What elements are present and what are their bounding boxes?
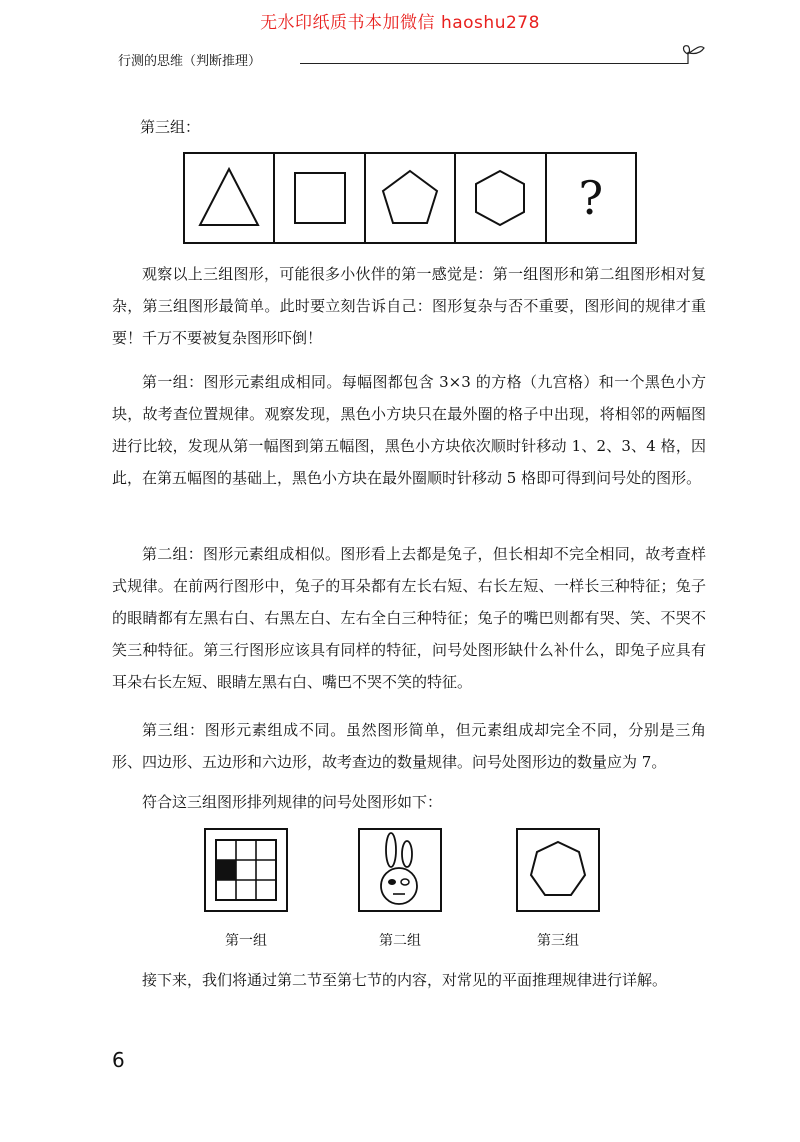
- cell-hexagon: [456, 154, 546, 242]
- paragraph-next: 接下来，我们将通过第二节至第七节的内容，对常见的平面推理规律进行详解。: [142, 971, 668, 989]
- answer-heptagon-figure: [516, 828, 600, 912]
- hexagon-icon: [465, 163, 535, 233]
- caption-group2: 第二组: [379, 933, 421, 949]
- paragraph-group3: 第三组：图形元素组成不同。虽然图形简单，但元素组成却完全不同，分别是三角形、四边形、五边形和六边形，故考查边的数量规律。问号处图形边的数量应为 7。: [112, 721, 706, 771]
- cell-question: [547, 154, 635, 242]
- heptagon-icon: [523, 835, 593, 905]
- page-number: 6: [112, 1048, 125, 1072]
- paragraph-group1: 第一组：图形元素组成相同。每幅图都包含 3×3 的方格（九宫格）和一个黑色小方块，故考查位置规律。观察发现，黑色小方块只在最外圈的格子中出现，将相邻的两幅图进行比较，发现从第一幅图到第五幅图，黑色小方块依次顺时针移动 1、2、3、4 格，因此，在第五幅图的基础上，黑色小方块在最外圈顺时针移动 5 格即可得到问号处的图形。: [112, 373, 706, 487]
- shape-sequence: [183, 152, 637, 244]
- paragraph-answers-intro: 符合这三组图形排列规律的问号处图形如下：: [142, 793, 443, 811]
- header-rule: [300, 63, 688, 64]
- rabbit-icon: [365, 830, 435, 910]
- answer-grid-figure: [204, 828, 288, 912]
- paragraph-intro: 观察以上三组图形，可能很多小伙伴的第一感觉是：第一组图形和第二组图形相对复杂，第三组图形最简单。此时要立刻告诉自己：图形复杂与否不重要，图形间的规律才重要！千万不要被复杂图形吓倒！: [112, 265, 706, 347]
- caption-group3: 第三组: [537, 933, 579, 949]
- section-label: 第三组：: [140, 118, 201, 136]
- cell-square: [275, 154, 365, 242]
- cell-triangle: [185, 154, 275, 242]
- square-icon: [285, 163, 355, 233]
- paragraph-group2: 第二组：图形元素组成相似。图形看上去都是兔子，但长相却不完全相同，故考查样式规律。在前两行图形中，兔子的耳朵都有左长右短、右长左短、一样长三种特征；兔子的眼睛都有左黑右白、右黑左白、左右全白三种特征；兔子的嘴巴则都有哭、笑、不哭不笑三种特征。第三行图形应该具有同样的特征，问号处图形缺什么补什么，即兔子应具有耳朵右长左短、眼睛左黑右白、嘴巴不哭不笑的特征。: [112, 545, 706, 691]
- caption-group1: 第一组: [225, 933, 267, 949]
- running-header: 行测的思维（判断推理）: [118, 54, 262, 69]
- answer-rabbit-figure: [358, 828, 442, 912]
- triangle-icon: [194, 163, 264, 233]
- leaf-icon: [680, 38, 710, 68]
- answer-figures: [200, 828, 620, 958]
- pentagon-icon: [375, 163, 445, 233]
- cell-pentagon: [366, 154, 456, 242]
- grid-icon: [214, 838, 278, 902]
- question-mark: ?: [578, 171, 604, 225]
- watermark: 无水印纸质书本加微信 haoshu278: [260, 13, 540, 33]
